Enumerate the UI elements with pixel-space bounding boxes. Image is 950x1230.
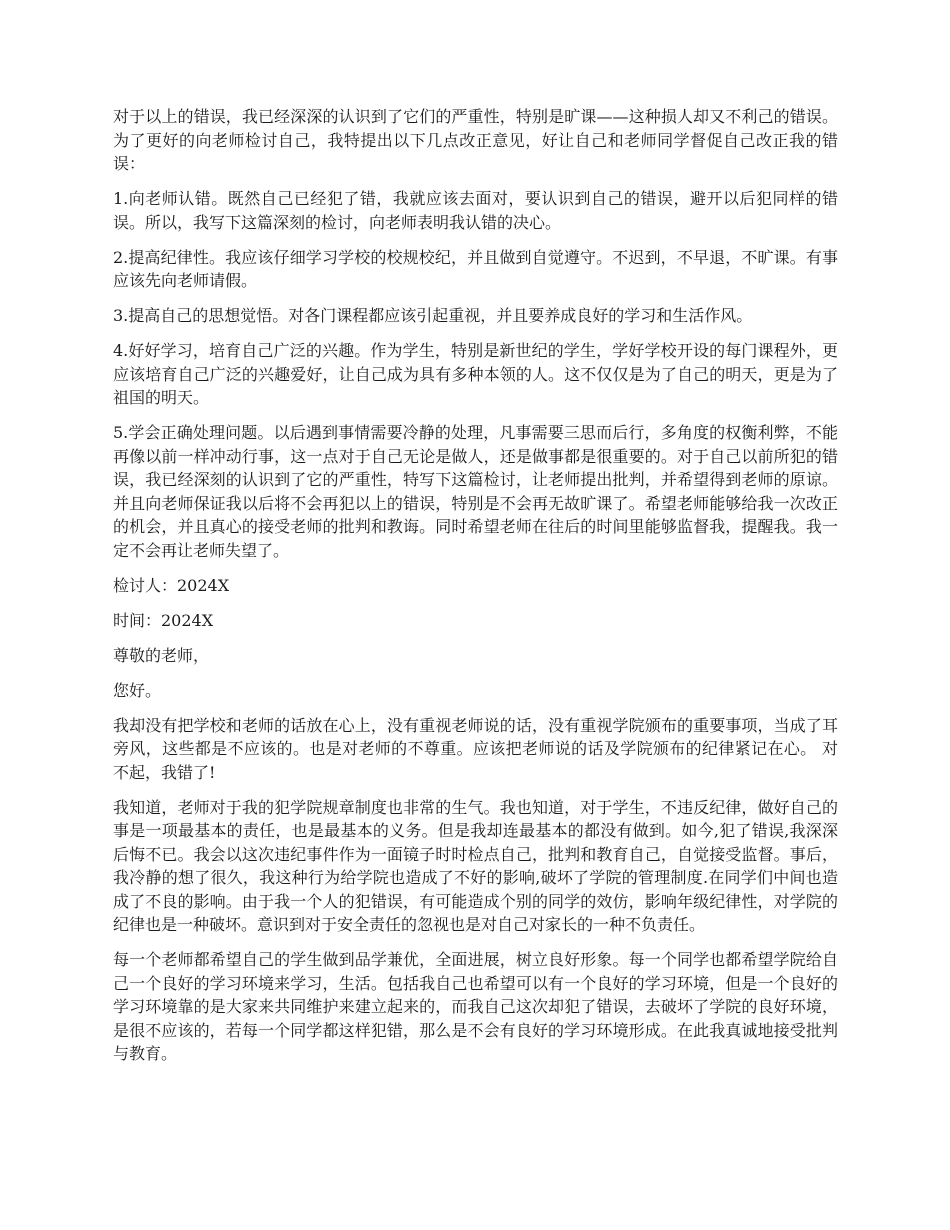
paragraph-closing: 每一个老师都希望自己的学生做到品学兼优，全面进展，树立良好形象。每一个同学也都希望学院给自己一个良好的学习环境来学习，生活。包括我自己也希望可以有一个良好的学习环境，但是一个良好的学习环境靠的是大家来共同维护来建立起来的，而我自己这次却犯了错误，去破坏了学院的良好环境，是很不应该的，若每一个同学都这样犯错，那么是不会有良好的学习环境形成。在此我真诚地接受批判与教育。	[113, 950, 838, 1063]
paragraph-point-4: 4.好好学习，培育自己广泛的兴趣。作为学生，特别是新世纪的学生，学好学校开设的每门课程外，更应该培育自己广泛的兴趣爱好，让自己成为具有多种本领的人。这不仅仅是为了自己的明天，更是为了祖国的明天。	[113, 341, 838, 407]
document-body	[113, 105, 838, 1066]
paragraph-point-1: 1.向老师认错。既然自己已经犯了错，我就应该去面对，要认识到自己的错误，避开以后犯同样的错误。所以，我写下这篇深刻的检讨，向老师表明我认错的决心。	[113, 189, 838, 232]
paragraph-intro: 对于以上的错误，我已经深深的认识到了它们的严重性，特别是旷课——这种损人却又不利己的错误。为了更好的向老师检讨自己，我特提出以下几点改正意见，好让自己和老师同学督促自己改正我的错误：	[113, 107, 838, 173]
greeting: 您好。	[113, 680, 162, 700]
signature-author: 检讨人：2024X	[113, 575, 230, 595]
paragraph-point-3: 3.提高自己的思想觉悟。对各门课程都应该引起重视，并且要养成良好的学习和生活作风。	[113, 306, 753, 325]
paragraph-point-5: 5.学会正确处理问题。以后遇到事情需要冷静的处理，凡事需要三思而后行，多角度的权衡利弊，不能再像以前一样冲动行事，这一点对于自己无论是做人，还是做事都是很重要的。对于自己以前所犯的错误，我已经深刻的认识到了它的严重性，特写下这篇检讨，让老师提出批判，并希望得到老师的原谅。并且向老师保证我以后将不会再犯以上的错误，特别是不会再无故旷课了。希望老师能够给我一次改正的机会，并且真心的接受老师的批判和教诲。同时希望老师在往后的时间里能够监督我，提醒我。我一定不会再让老师失望了。	[113, 423, 838, 560]
paragraph-apology: 我却没有把学校和老师的话放在心上，没有重视老师说的话，没有重视学院颁布的重要事项，当成了耳旁风，这些都是不应该的。也是对老师的不尊重。应该把老师说的话及学院颁布的纪律紧记在心。 对不起，我错了!	[113, 715, 838, 782]
signature-date: 时间：2024X	[113, 610, 214, 630]
paragraph-point-2: 2.提高纪律性。我应该仔细学习学校的校规校纪，并且做到自觉遵守。不迟到，不早退，不旷课。有事应该先向老师请假。	[113, 247, 838, 290]
paragraph-reflection: 我知道，老师对于我的犯学院规章制度也非常的生气。我也知道，对于学生，不违反纪律，做好自己的事是一项最基本的责任，也是最基本的义务。但是我却连最基本的都没有做到。如今,犯了错误,我深深后悔不已。我会以这次违纪事件作为一面镜子时时检点自己，批判和教育自己，自觉接受监督。事后，我冷静的想了很久，我这种行为给学院也造成了不好的影响,破坏了学院的管理制度.在同学们中间也造成了不良的影响。由于我一个人的犯错误，有可能造成个别的同学的效仿，影响年级纪律性，对学院的纪律也是一种破坏。意识到对于安全责任的忽视也是对自己对家长的一种不负责任。	[113, 797, 838, 934]
salutation: 尊敬的老师，	[113, 645, 210, 665]
